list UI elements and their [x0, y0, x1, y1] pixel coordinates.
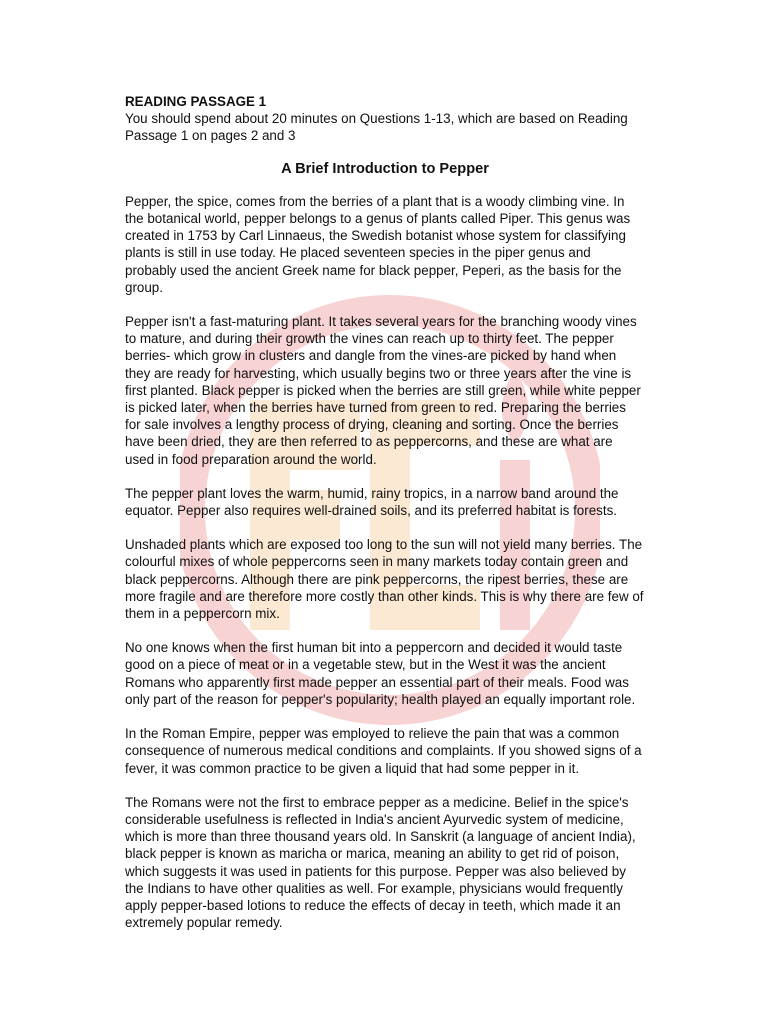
paragraph: Pepper isn't a fast-maturing plant. It takes several years for the branching woody vines to mature, and during their growth the vines can reach up to thirty feet. The pepper berries- which grow in clusters and dangle from the vines-are picked by hand when they are ready for harvesting, which usually begins two or three years after the vine is first planted. Black pepper is picked when the berries are still green, while white pepper is picked later, when the berries have turned from green to red. Preparing the berries for sale involves a lengthy process of drying, cleaning and sorting. Once the berries have been dried, they are then referred to as peppercorns, and these are what are used in food preparation around the world.	[125, 314, 641, 467]
paragraph: The Romans were not the first to embrace pepper as a medicine. Belief in the spice's considerable usefulness is reflected in India's ancient Ayurvedic system of medicine, which is more than three thousand years old. In Sanskrit (a language of ancient India), black pepper is known as maricha or marica, meaning an ability to get rid of poison, which suggests it was used in patients for this purpose. Pepper was also believed by the Indians to have other qualities as well. For example, physicians would frequently apply pepper-based lotions to reduce the effects of decay in teeth, which made it an extremely popular remedy.	[125, 794, 636, 931]
paragraph: No one knows when the first human bit into a peppercorn and decided it would taste good on a piece of meat or in a vegetable stew, but in the West it was the ancient Romans who apparently first made pepper an essential part of their meals. Food was only part of the reason for pepper's popularity; health played an equally important role.	[125, 640, 636, 707]
section-label: READING PASSAGE 1	[125, 94, 267, 109]
paragraph: The pepper plant loves the warm, humid, rainy tropics, in a narrow band around the equator. Pepper also requires well-drained soils, and its preferred habitat is forests.	[125, 485, 619, 519]
paragraph: Unshaded plants which are exposed too long to the sun will not yield many berries. The colourful mixes of whole peppercorns seen in many markets today contain green and black peppercorns. Although there are pink peppercorns, the ripest berries, these are more fragile and are therefore more costly than other kinds. This is why there are few of them in a peppercorn mix.	[125, 537, 644, 622]
paragraph: Pepper, the spice, comes from the berries of a plant that is a woody climbing vine. In the botanical world, pepper belongs to a genus of plants called Piper. This genus was created in 1753 by Carl Linnaeus, the Swedish botanist whose system for classifying plants is still in use today. He placed seventeen species in the piper genus and probably used the ancient Greek name for black pepper, Peperi, as the basis for the group.	[125, 193, 631, 295]
reading-content	[125, 93, 645, 948]
article-title: A Brief Introduction to Pepper	[281, 160, 489, 177]
instructions-text: You should spend about 20 minutes on Questions 1-13, which are based on Reading Passage 1 on pages 2 and 3	[125, 111, 628, 144]
paragraph: In the Roman Empire, pepper was employed to relieve the pain that was a common consequence of numerous medical conditions and complaints. If you showed signs of a fever, it was common practice to be given a liquid that had some pepper in it.	[125, 726, 642, 776]
